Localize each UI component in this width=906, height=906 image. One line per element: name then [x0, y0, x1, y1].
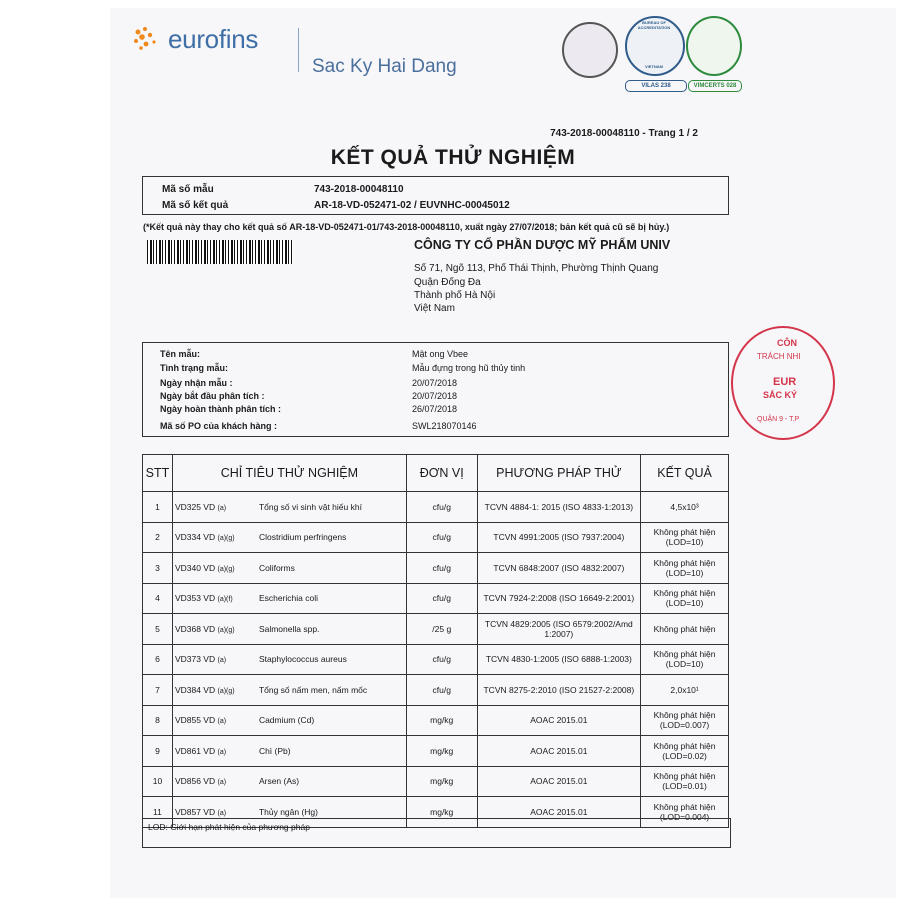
row-number: 1 [143, 492, 173, 523]
sample-info-value: 26/07/2018 [412, 404, 458, 414]
test-code [175, 746, 259, 756]
result-value: Không phát hiện [653, 649, 716, 660]
result-value: Không phát hiện [653, 710, 716, 721]
accreditation-country-label: VIETNAM [645, 64, 663, 69]
results-table [142, 454, 729, 828]
unit-cell: mg/kg [406, 705, 477, 736]
test-name: Thủy ngân (Hg) [258, 806, 318, 817]
table-row [143, 553, 729, 584]
result-value: Không phát hiện [653, 623, 716, 634]
column-header: CHỈ TIÊU THỬ NGHIỆM [172, 455, 406, 492]
result-cell [641, 553, 729, 584]
test-code-id: VD340 VD [174, 562, 216, 573]
table-row [143, 522, 729, 553]
test-item-cell [172, 553, 406, 584]
test-item-cell [172, 675, 406, 706]
test-code [175, 807, 259, 817]
logo-divider [298, 28, 299, 72]
sample-info-label: Ngày nhận mẫu : [160, 378, 233, 388]
test-flag: (a) [217, 779, 227, 787]
row-number: 6 [143, 644, 173, 675]
row-number: 3 [143, 553, 173, 584]
result-cell [641, 766, 729, 797]
test-flag: (a)(g) [217, 565, 235, 573]
test-code [175, 532, 259, 542]
brand-name: eurofins [168, 24, 259, 54]
table-row [143, 614, 729, 645]
unit-cell: mg/kg [406, 797, 477, 828]
test-flag: (a)(f) [217, 596, 233, 604]
test-flag: (a) [217, 504, 227, 512]
result-code-value: AR-18-VD-052471-02 / EUVNHC-00045012 [314, 200, 510, 211]
test-code [175, 563, 259, 573]
unit-cell: mg/kg [406, 736, 477, 767]
test-code-id: VD353 VD [174, 593, 216, 604]
test-item-cell [172, 583, 406, 614]
test-name: Coliforms [258, 562, 295, 573]
sample-info-label: Tình trạng mẫu: [160, 363, 228, 373]
table-row [143, 492, 729, 523]
page-title: KẾT QUẢ THỬ NGHIỆM [330, 146, 576, 169]
result-lod: (LOD=10) [665, 659, 704, 670]
test-name: Chì (Pb) [258, 745, 291, 756]
result-cell [641, 614, 729, 645]
test-name: Arsen (As) [258, 776, 300, 787]
sample-info-label: Ngày bắt đầu phân tích : [160, 391, 265, 401]
result-lod: (LOD=0.004) [659, 811, 710, 822]
test-code [175, 776, 259, 786]
test-code [175, 715, 259, 725]
result-lod: (LOD=0.01) [662, 781, 707, 792]
test-item-cell [172, 736, 406, 767]
row-number: 10 [143, 766, 173, 797]
report-reference: 743-2018-00048110 - Trang 1 / 2 [550, 128, 698, 139]
unit-cell: mg/kg [406, 766, 477, 797]
result-cell [641, 583, 729, 614]
test-name: Clostridium perfringens [258, 532, 347, 543]
vimcerts-badge: VIMCERTS 028 [688, 80, 742, 92]
test-code-id: VD334 VD [174, 532, 216, 543]
sample-code-label: Mã số mẫu [162, 184, 214, 195]
method-cell: AOAC 2015.01 [477, 766, 641, 797]
test-name: Staphylococcus aureus [258, 654, 347, 665]
row-number: 4 [143, 583, 173, 614]
result-cell [641, 644, 729, 675]
column-header: ĐƠN VỊ [406, 455, 477, 492]
test-code-id: VD857 VD [174, 806, 216, 817]
column-header: KẾT QUẢ [641, 455, 729, 492]
unit-cell: cfu/g [406, 492, 477, 523]
sample-info-label: Ngày hoàn thành phân tích : [160, 404, 281, 414]
test-code-id: VD368 VD [174, 623, 216, 634]
sample-info-value: Mật ong Vbee [412, 349, 469, 359]
table-row [143, 583, 729, 614]
stamp-text: TRÁCH NHI [757, 352, 801, 361]
replacement-note: (*Kết quả này thay cho kết quả số AR-18-VD-052471-01/743-2018-00048110, xuất ngày 27/07/2018; bản kết quả cũ sẽ bị hủy.) [143, 222, 670, 232]
test-name: Salmonella spp. [258, 623, 320, 634]
method-cell: TCVN 4991:2005 (ISO 7937:2004) [477, 522, 641, 553]
result-value: Không phát hiện [653, 801, 716, 812]
result-code-label: Mã số kết quả [162, 200, 229, 211]
test-flag: (a) [217, 718, 227, 726]
customer-address-line: Việt Nam [414, 303, 455, 314]
test-code [175, 624, 259, 634]
result-value: Không phát hiện [653, 527, 716, 538]
company-stamp [731, 326, 835, 440]
test-code-id: VD325 VD [174, 501, 216, 512]
sample-info-value: Mẫu đựng trong hũ thủy tinh [412, 363, 526, 373]
test-code [175, 593, 259, 603]
method-cell: AOAC 2015.01 [477, 736, 641, 767]
table-header-row [143, 455, 729, 492]
sample-info-value: SWL218070146 [412, 421, 477, 431]
row-number: 2 [143, 522, 173, 553]
barcode [147, 240, 293, 264]
test-code [175, 685, 259, 695]
table-row [143, 705, 729, 736]
result-lod: (LOD=10) [665, 598, 704, 609]
row-number: 11 [143, 797, 173, 828]
result-cell [641, 705, 729, 736]
method-cell: TCVN 6848:2007 (ISO 4832:2007) [477, 553, 641, 584]
customer-address-line: Số 71, Ngõ 113, Phố Thái Thịnh, Phường Thịnh Quang [414, 263, 659, 274]
column-header: STT [143, 455, 173, 492]
test-flag: (a)(g) [217, 535, 235, 543]
method-cell: TCVN 7924-2:2008 (ISO 16649-2:2001) [477, 583, 641, 614]
result-value: Không phát hiện [653, 740, 716, 751]
unit-cell: cfu/g [406, 583, 477, 614]
brand-subtitle: Sac Ky Hai Dang [312, 56, 457, 77]
test-item-cell [172, 522, 406, 553]
result-cell [641, 675, 729, 706]
method-cell: AOAC 2015.01 [477, 705, 641, 736]
table-row [143, 766, 729, 797]
customer-address-line: Quận Đống Đa [414, 277, 481, 288]
test-code-id: VD861 VD [174, 745, 216, 756]
test-name: Cadmium (Cd) [258, 715, 315, 726]
test-code-id: VD373 VD [174, 654, 216, 665]
result-value: Không phát hiện [653, 557, 716, 568]
table-row [143, 644, 729, 675]
ilac-seal-icon [562, 22, 618, 78]
test-item-cell [172, 644, 406, 675]
result-value: 2,0x10¹ [670, 684, 699, 695]
stamp-text: CÔN [777, 338, 797, 348]
test-flag: (a) [217, 809, 227, 817]
sample-code-value: 743-2018-00048110 [314, 184, 404, 195]
test-item-cell [172, 766, 406, 797]
result-value: Không phát hiện [653, 588, 716, 599]
vilas-badge: VILAS 238 [625, 80, 687, 92]
stamp-text: SẮC KÝ [763, 390, 798, 400]
result-cell [641, 522, 729, 553]
test-item-cell [172, 614, 406, 645]
customer-name: CÔNG TY CỔ PHẦN DƯỢC MỸ PHẨM UNIV [414, 238, 671, 252]
method-cell: TCVN 4829:2005 (ISO 6579:2002/Amd 1:2007) [477, 614, 641, 645]
test-code [175, 502, 259, 512]
unit-cell: cfu/g [406, 675, 477, 706]
unit-cell: cfu/g [406, 522, 477, 553]
result-lod: (LOD=0.02) [662, 750, 707, 761]
row-number: 7 [143, 675, 173, 706]
unit-cell: /25 g [406, 614, 477, 645]
test-item-cell [172, 492, 406, 523]
method-cell: TCVN 4830-1:2005 (ISO 6888-1:2003) [477, 644, 641, 675]
method-cell: TCVN 8275-2:2010 (ISO 21527-2:2008) [477, 675, 641, 706]
row-number: 9 [143, 736, 173, 767]
stamp-text: EUR [773, 376, 797, 388]
test-flag: (a) [217, 657, 227, 665]
test-flag: (a) [217, 748, 227, 756]
table-row [143, 736, 729, 767]
vimcerts-seal-icon [686, 16, 742, 76]
table-row [143, 675, 729, 706]
accreditation-seal-label: BUREAU OF ACCREDITATION [637, 20, 671, 30]
test-name: Tổng số nấm men, nấm mốc [258, 684, 368, 695]
result-cell [641, 736, 729, 767]
test-code [175, 654, 259, 664]
test-flag: (a)(g) [217, 687, 235, 695]
unit-cell: cfu/g [406, 644, 477, 675]
stamp-text: QUẬN 9 - T.P [757, 416, 800, 423]
row-number: 8 [143, 705, 173, 736]
lod-note-box [142, 818, 731, 848]
sample-info-label: Mã số PO của khách hàng : [160, 421, 278, 431]
test-code-id: VD855 VD [174, 715, 216, 726]
result-lod: (LOD=0.007) [659, 720, 710, 731]
test-code-id: VD856 VD [174, 776, 216, 787]
test-item-cell [172, 705, 406, 736]
result-lod: (LOD=10) [665, 537, 704, 548]
column-header: PHƯƠNG PHÁP THỬ [477, 455, 641, 492]
method-cell: TCVN 4884-1: 2015 (ISO 4833-1:2013) [477, 492, 641, 523]
sample-info-value: 20/07/2018 [412, 391, 458, 401]
result-value: 4,5x10³ [670, 501, 699, 512]
eurofins-logo-icon [132, 24, 162, 54]
test-code-id: VD384 VD [174, 684, 216, 695]
result-value: Không phát hiện [653, 771, 716, 782]
method-cell: AOAC 2015.01 [477, 797, 641, 828]
row-number: 5 [143, 614, 173, 645]
customer-address-line: Thành phố Hà Nội [414, 290, 496, 301]
test-name: Tổng số vi sinh vật hiếu khí [258, 501, 362, 512]
sample-info-label: Tên mẫu: [160, 349, 201, 359]
result-lod: (LOD=10) [665, 567, 704, 578]
test-name: Escherichia coli [258, 593, 318, 604]
unit-cell: cfu/g [406, 553, 477, 584]
result-cell [641, 492, 729, 523]
test-flag: (a)(g) [217, 626, 235, 634]
lod-note: LOD: Giới hạn phát hiện của phương pháp [148, 822, 310, 832]
sample-info-value: 20/07/2018 [412, 378, 458, 388]
